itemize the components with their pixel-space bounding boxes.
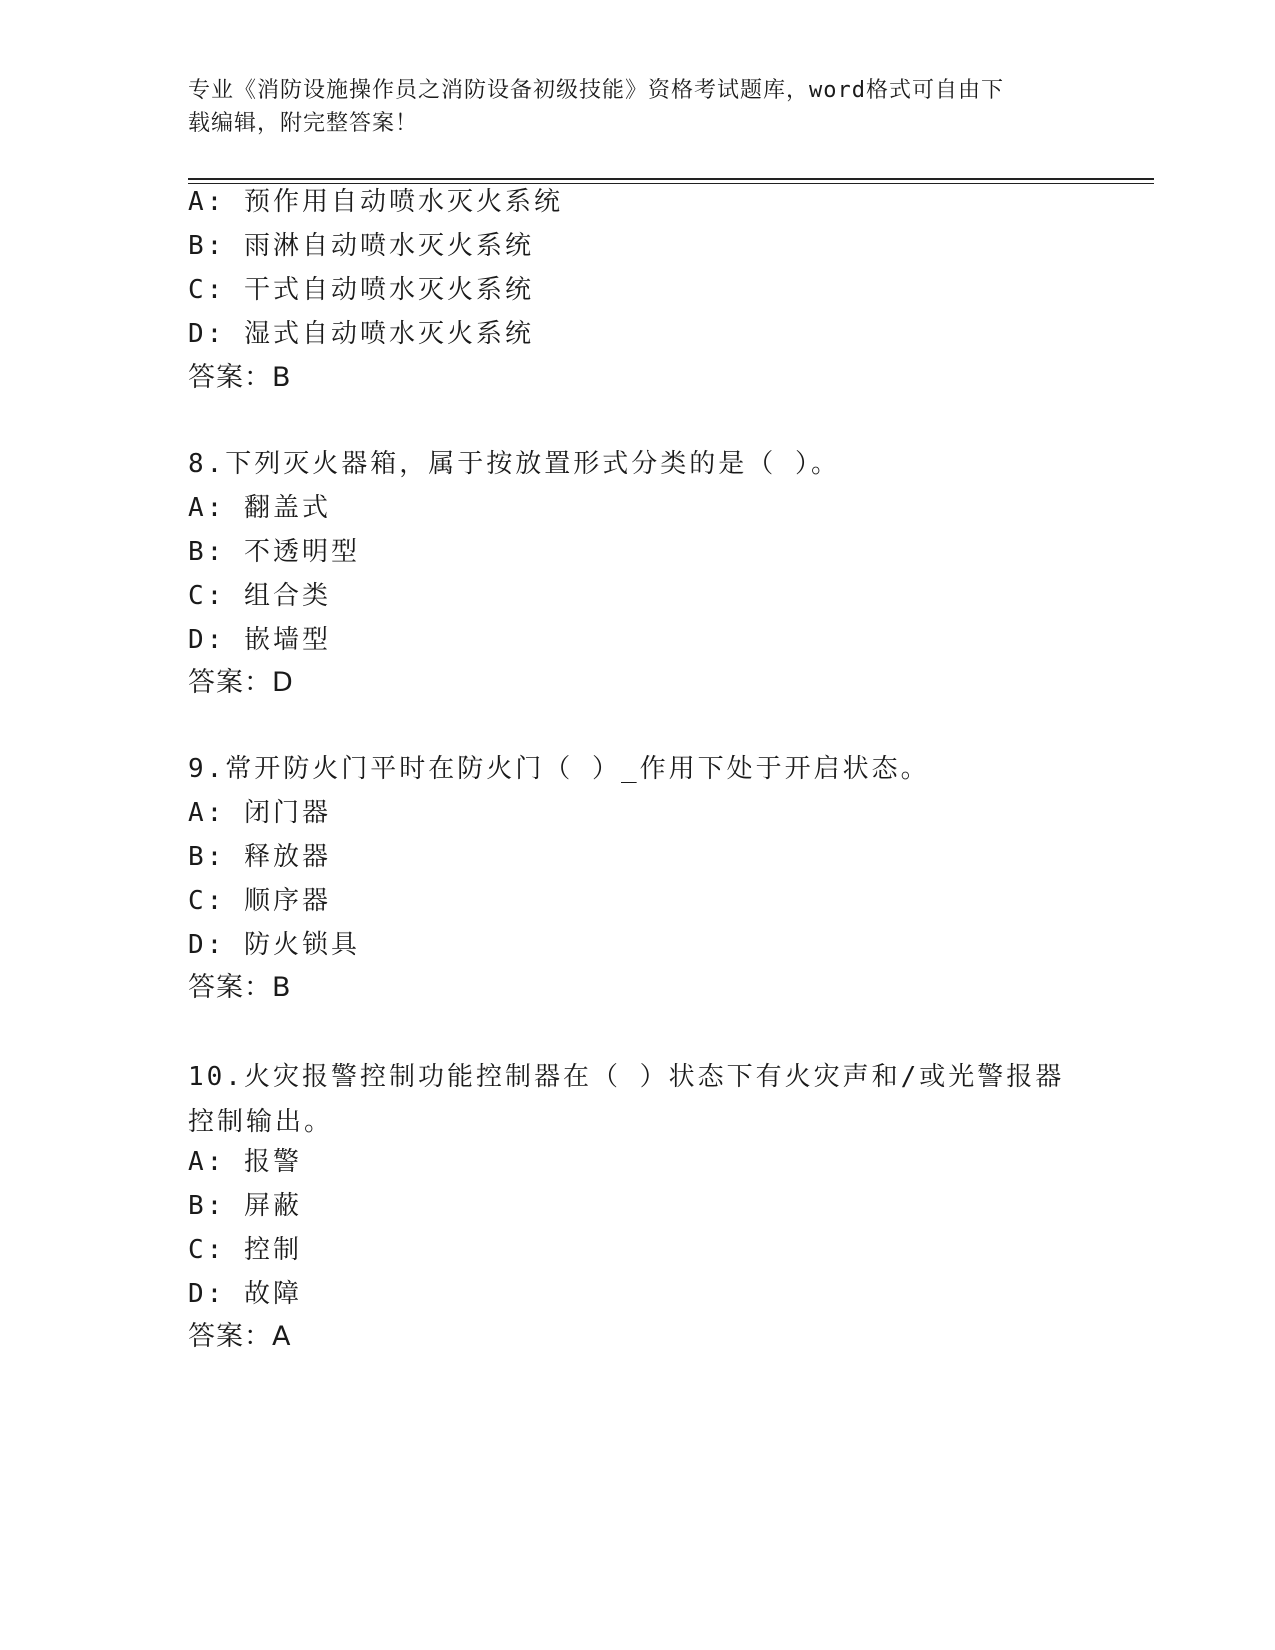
q9-question: 9.常开防火门平时在防火门（ ）_作用下处于开启状态。 <box>188 754 930 784</box>
q8-answer: 答案：D <box>188 667 294 698</box>
q10-option-d: D: 故障 <box>188 1279 302 1309</box>
q9-option-a: A: 闭门器 <box>188 798 331 828</box>
q8-option-b: B: 不透明型 <box>188 537 360 567</box>
q10-answer: 答案：A <box>188 1321 292 1352</box>
document-header <box>188 74 1068 140</box>
q10-option-a: A: 报警 <box>188 1147 302 1177</box>
q7-answer: 答案：B <box>188 362 292 393</box>
header-line-2: 载编辑，附完整答案！ <box>188 111 419 136</box>
q8-option-d: D: 嵌墙型 <box>188 625 331 655</box>
q9-answer: 答案：B <box>188 972 292 1003</box>
q9-option-c: C: 顺序器 <box>188 886 331 916</box>
q7-option-d: D: 湿式自动喷水灭火系统 <box>188 319 534 349</box>
q10-question: 10.火灾报警控制功能控制器在（ ）状态下有火灾声和/或光警报器控制输出。 <box>188 1062 1065 1137</box>
q10-option-b: B: 屏蔽 <box>188 1191 302 1221</box>
header-line-1: 专业《消防设施操作员之消防设备初级技能》资格考试题库，word格式可自由下 <box>188 78 1004 103</box>
q8-option-c: C: 组合类 <box>188 581 331 611</box>
q8-question: 8.下列灭火器箱，属于按放置形式分类的是（ ）。 <box>188 449 840 479</box>
q7-option-a: A: 预作用自动喷水灭火系统 <box>188 187 563 217</box>
q8-option-a: A: 翻盖式 <box>188 493 331 523</box>
q7-option-b: B: 雨淋自动喷水灭火系统 <box>188 231 534 261</box>
q7-option-c: C: 干式自动喷水灭火系统 <box>188 275 534 305</box>
q9-option-d: D: 防火锁具 <box>188 930 360 960</box>
q9-option-b: B: 释放器 <box>188 842 331 872</box>
q10-option-c: C: 控制 <box>188 1235 302 1265</box>
